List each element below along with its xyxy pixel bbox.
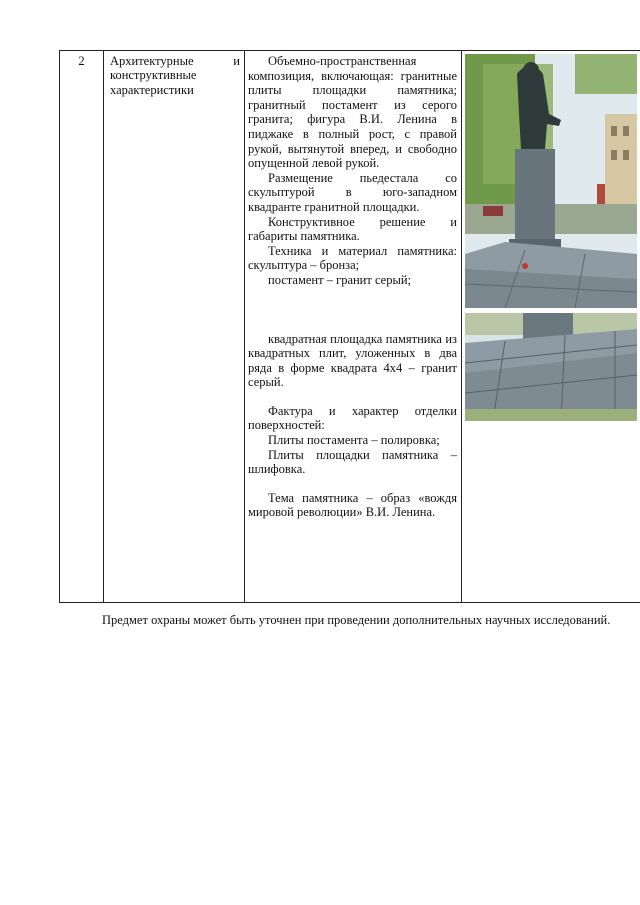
row-description bbox=[245, 51, 462, 603]
footnote-text: Предмет охраны может быть уточнен при проведении дополнительных научных исследований. bbox=[102, 613, 611, 627]
monument-photo bbox=[465, 54, 637, 308]
row-label-line3: характеристики bbox=[110, 82, 194, 97]
desc-construction: Конструктивное решение и габариты памятника. bbox=[248, 214, 457, 244]
row-number: 2 bbox=[60, 51, 104, 603]
protection-subject-table bbox=[59, 50, 640, 603]
desc-composition: Объемно-пространственная композиция, включающая: гранитные плиты площадки памятника; гранитный постамент из серого гранита; фигура В.И. Ленина в пиджаке в полный рост, с правой рукой, вытянутой вперед, и свободно опущенной левой рукой. bbox=[248, 54, 457, 171]
row-label-conj: и bbox=[233, 54, 240, 68]
platform-photo bbox=[465, 313, 637, 421]
row-label bbox=[104, 51, 245, 603]
desc-square: квадратная площадка памятника из квадратных плит, уложенных в два ряда в форме квадрата 4х4 – гранит серый. bbox=[248, 331, 457, 390]
desc-pedestal-slabs: Плиты постамента – полировка; bbox=[268, 433, 440, 448]
desc-theme: Тема памятника – образ «вождя мировой революции» В.И. Ленина. bbox=[248, 490, 457, 520]
photo-cell bbox=[462, 51, 640, 603]
desc-texture: Фактура и характер отделки поверхностей: bbox=[248, 403, 457, 433]
table-row bbox=[60, 51, 640, 603]
row-label-word: Архитектурные bbox=[110, 54, 194, 68]
desc-technique: Техника и материал памятника: скульптура – бронза; bbox=[248, 243, 457, 273]
desc-platform-slabs: Плиты площадки памятника – шлифовка. bbox=[248, 447, 457, 477]
desc-pedestal: постамент – гранит серый; bbox=[268, 272, 412, 287]
row-label-line2: конструктивные bbox=[110, 68, 197, 83]
desc-placement: Размещение пьедестала со скульптурой в юго-западном квадранте гранитной площадки. bbox=[248, 170, 457, 214]
